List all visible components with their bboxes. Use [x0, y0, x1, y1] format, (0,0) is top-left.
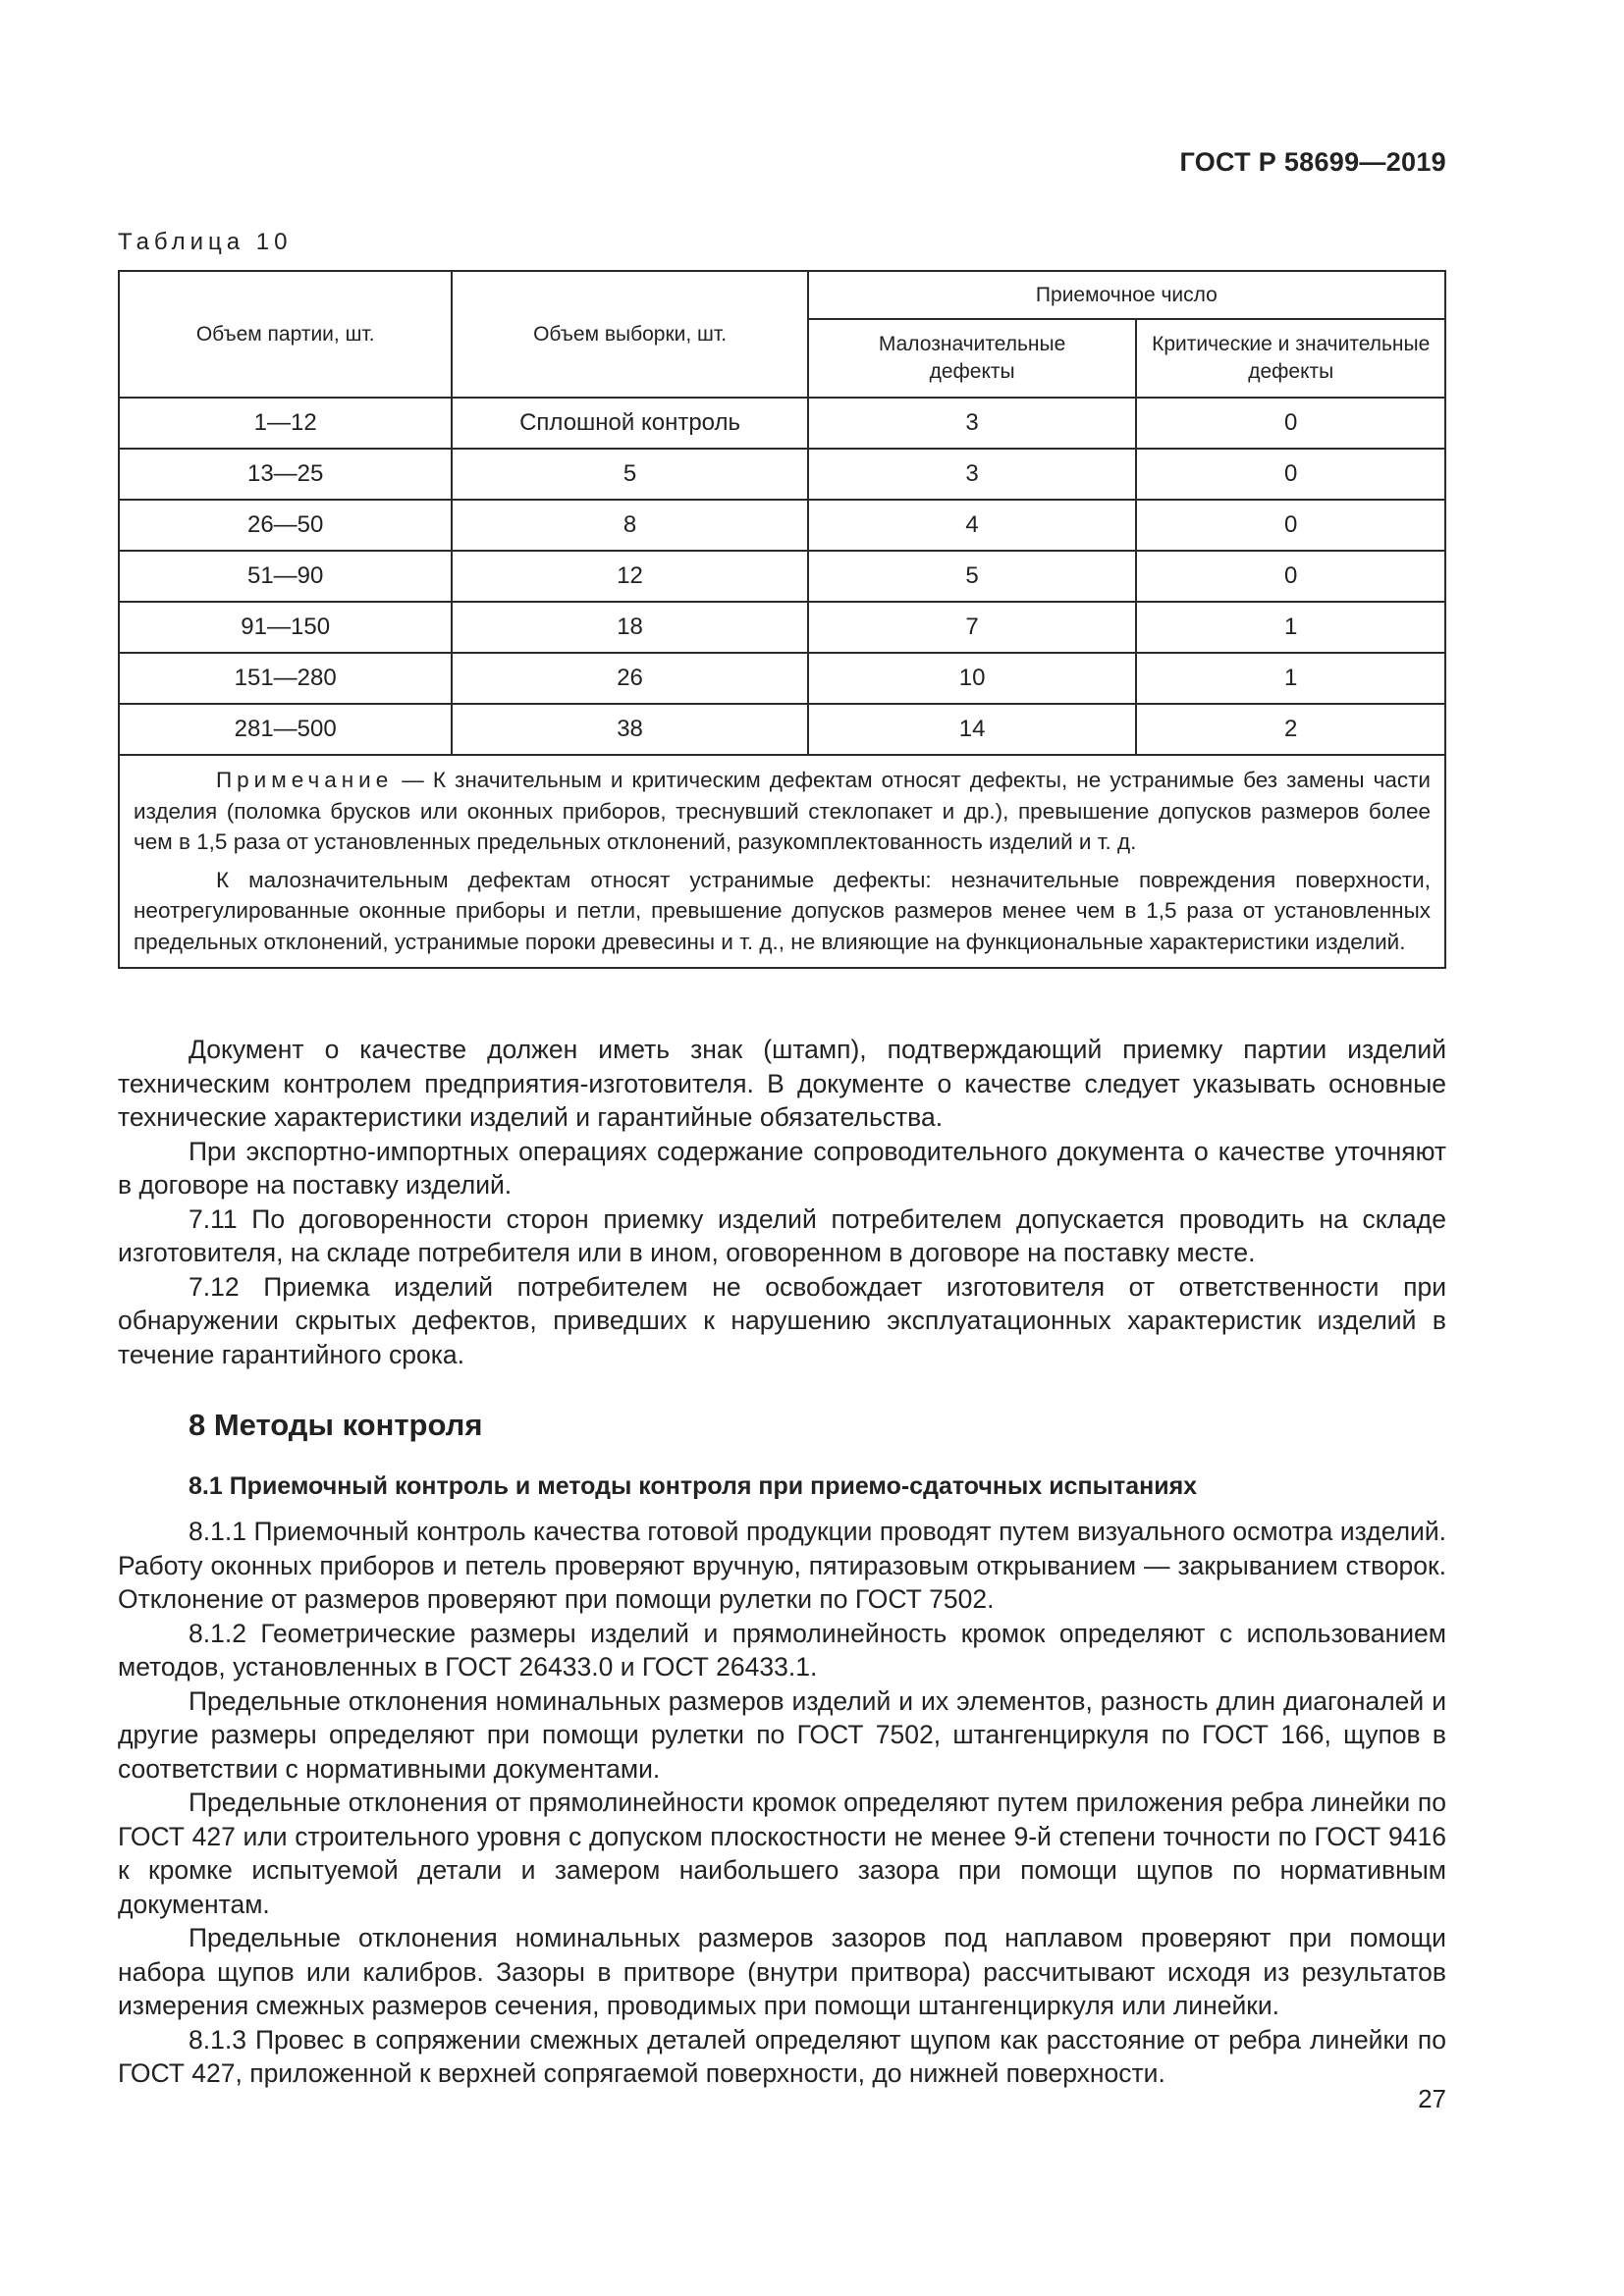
document-id: ГОСТ Р 58699—2019	[1179, 147, 1446, 177]
cell-minor: 5	[808, 551, 1137, 602]
note-label: Примечание	[216, 768, 394, 792]
cell-batch: 151—280	[119, 653, 452, 704]
note-text-1: — К значительным и критическим дефектам относят дефекты, не устранимые без замены части изделия (поломка брусков или оконных приборов, треснувший стеклопакет и др.), превышение допусков размеров более чем в 1,5 раза от установленных предельных отклонений, разукомплектованность изделий и т. д.	[134, 768, 1431, 854]
paragraph: 8.1.3 Провес в сопряжении смежных деталей определяют щупом как расстояние от ребра линейки по ГОСТ 427, приложенной к верхней сопрягаемой поверхности, до нижней поверхности.	[118, 2024, 1446, 2088]
header-acceptance-number: Приемочное число	[808, 271, 1445, 319]
body-text-block-1	[118, 1033, 1446, 1371]
cell-sample: 5	[452, 449, 807, 500]
cell-sample: 8	[452, 500, 807, 551]
cell-batch: 91—150	[119, 602, 452, 653]
paragraph: 8.1.1 Приемочный контроль качества готовой продукции проводят путем визуального осмотра изделий. Работу оконных приборов и петель проверяют вручную, пятиразовым открыванием — закрыванием створок. Отклонение от размеров проверяют при помощи рулетки по ГОСТ 7502.	[118, 1517, 1446, 1614]
header-batch-size: Объем партии, шт.	[119, 271, 452, 398]
paragraph: 8.1.2 Геометрические размеры изделий и прямолинейность кромок определяют с использованием методов, установленных в ГОСТ 26433.0 и ГОСТ 26433.1.	[118, 1618, 1446, 1682]
paragraph: 7.12 Приемка изделий потребителем не освобождает изготовителя от ответственности при обнаружении скрытых дефектов, приведших к нарушению эксплуатационных характеристик изделий в течение гарантийного срока.	[118, 1271, 1446, 1369]
table-note-row	[119, 755, 1445, 968]
cell-batch: 51—90	[119, 551, 452, 602]
table-row	[119, 398, 1445, 449]
paragraph: Предельные отклонения номинальных размеров изделий и их элементов, разность длин диагоналей и другие размеры определяют при помощи рулетки по ГОСТ 7502, штангенциркуля по ГОСТ 166, щупов в соответствии с нормативными документами.	[118, 1685, 1446, 1784]
paragraph: При экспортно-импортных операциях содержание сопроводительного документа о качестве уточняют в договоре на поставку изделий.	[118, 1136, 1446, 1200]
cell-critical: 0	[1136, 500, 1445, 551]
paragraph: Предельные отклонения номинальных размеров зазоров под наплавом проверяют при помощи набора щупов или калибров. Зазоры в притворе (внутри притвора) рассчитывают исходя из результатов измерения смежных размеров сечения, проводимых при помощи штангенциркуля или линейки.	[118, 1923, 1446, 2020]
cell-minor: 14	[808, 704, 1137, 755]
cell-minor: 3	[808, 398, 1137, 449]
section-heading: 8 Методы контроля	[189, 1408, 483, 1442]
note-paragraph-1	[134, 765, 1431, 858]
table-caption: Таблица 10	[118, 229, 293, 255]
subsection-heading: 8.1 Приемочный контроль и методы контроля при приемо-сдаточных испытаниях	[189, 1472, 1198, 1500]
cell-sample: Сплошной контроль	[452, 398, 807, 449]
header-critical-defects: Критические и значительные дефекты	[1136, 319, 1445, 398]
cell-sample: 38	[452, 704, 807, 755]
page-number: 27	[1418, 2084, 1446, 2113]
cell-minor: 4	[808, 500, 1137, 551]
cell-minor: 10	[808, 653, 1137, 704]
table-row	[119, 551, 1445, 602]
paragraph: 7.11 По договоренности сторон приемку изделий потребителем допускается проводить на складе изготовителя, на складе потребителя или в ином, оговоренном в договоре на поставку месте.	[118, 1203, 1446, 1267]
cell-minor: 7	[808, 602, 1137, 653]
cell-critical: 0	[1136, 449, 1445, 500]
cell-critical: 0	[1136, 398, 1445, 449]
cell-critical: 1	[1136, 653, 1445, 704]
cell-batch: 13—25	[119, 449, 452, 500]
table-note	[119, 755, 1445, 968]
cell-sample: 12	[452, 551, 807, 602]
cell-batch: 1—12	[119, 398, 452, 449]
cell-batch: 281—500	[119, 704, 452, 755]
paragraph: Документ о качестве должен иметь знак (штамп), подтверждающий приемку партии изделий техническим контролем предприятия-изготовителя. В документе о качестве следует указывать основные технические характеристики изделий и гарантийные обязательства.	[118, 1035, 1446, 1132]
cell-sample: 26	[452, 653, 807, 704]
header-sample-size: Объем выборки, шт.	[452, 271, 807, 398]
cell-critical: 2	[1136, 704, 1445, 755]
cell-critical: 0	[1136, 551, 1445, 602]
table-row	[119, 704, 1445, 755]
paragraph: Предельные отклонения от прямолинейности кромок определяют путем приложения ребра линейки по ГОСТ 427 или строительного уровня с допуском плоскостности не менее 9-й степени точности по ГОСТ 9416 к кромке испытуемой детали и замером наибольшего зазора при помощи щупов по нормативным документам.	[118, 1788, 1446, 1919]
cell-critical: 1	[1136, 602, 1445, 653]
note-paragraph-2: К малозначительным дефектам относят устранимые дефекты: незначительные повреждения поверхности, неотрегулированные оконные приборы и петли, превышение допусков размеров менее чем в 1,5 раза от установленных предельных отклонений, устранимые пороки древесины и т. д., не влияющие на функциональные характеристики изделий.	[134, 867, 1431, 954]
table-row	[119, 500, 1445, 551]
cell-batch: 26—50	[119, 500, 452, 551]
table-row	[119, 449, 1445, 500]
acceptance-table	[118, 270, 1446, 969]
table-row	[119, 602, 1445, 653]
body-text-block-2	[118, 1515, 1446, 2091]
header-minor-defects: Малозначительные дефекты	[808, 319, 1137, 398]
cell-sample: 18	[452, 602, 807, 653]
table-row	[119, 653, 1445, 704]
cell-minor: 3	[808, 449, 1137, 500]
